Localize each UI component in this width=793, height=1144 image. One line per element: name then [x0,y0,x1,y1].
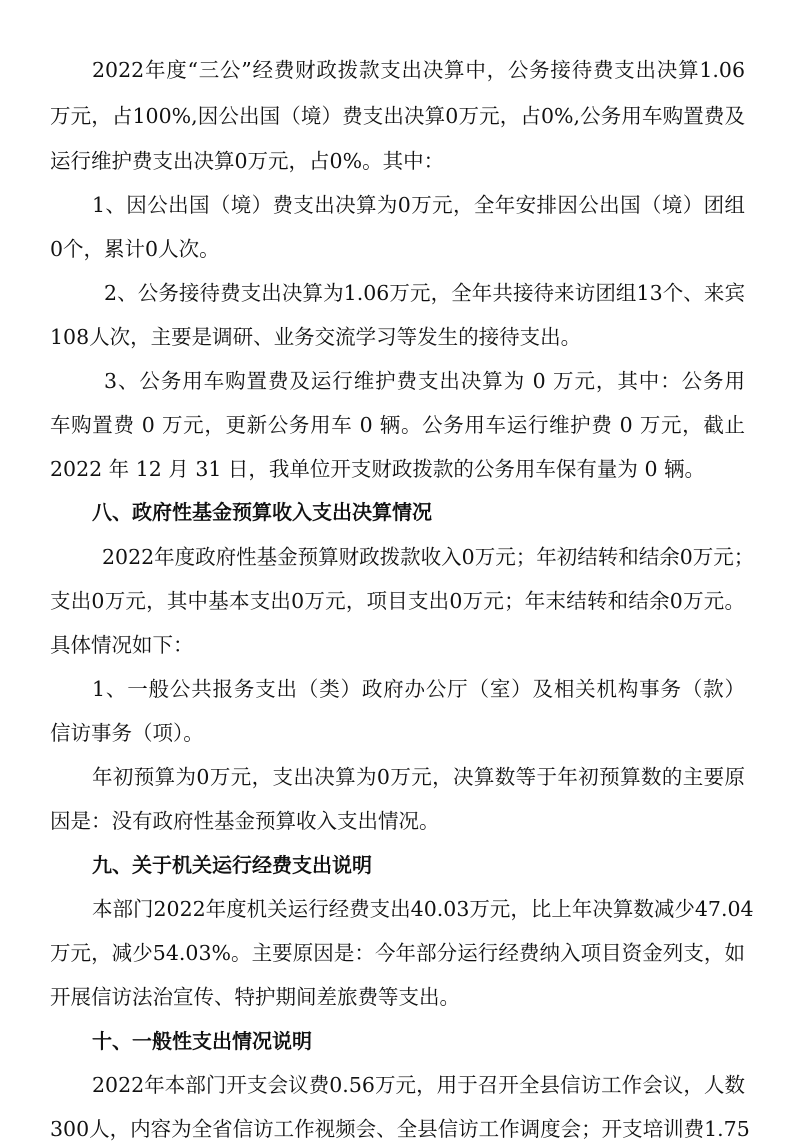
paragraph-line: 2022年度“三公”经费财政拨款支出决算中，公务接待费支出决算1.06 [92,58,745,82]
paragraph-line: 1、因公出国（境）费支出决算为0万元，全年安排因公出国（境）团组 [92,193,745,217]
section-heading: 十、一般性支出情况说明 [92,1029,312,1053]
paragraph-line: 具体情况如下： [50,633,194,657]
paragraph-line: 本部门2022年度机关运行经费支出40.03万元，比上年决算数减少47.04 [92,897,754,921]
paragraph-line: 因是：没有政府性基金预算收入支出情况。 [50,809,440,833]
paragraph-line: 2022 年 12 月 31 日，我单位开支财政拨款的公务用车保有量为 0 辆。 [50,457,705,481]
paragraph-line: 运行维护费支出决算0万元，占0%。其中： [50,149,445,173]
paragraph-line: 开展信访法治宣传、特护期间差旅费等支出。 [50,985,460,1009]
paragraph-line: 3、公务用车购置费及运行维护费支出决算为 0 万元，其中：公务用 [104,369,745,393]
paragraph-line: 信访事务（项）。 [50,721,204,745]
paragraph-line: 300人，内容为全省信访工作视频会、全县信访工作调度会；开支培训费1.75 [50,1117,750,1141]
paragraph-line: 万元，减少54.03%。主要原因是：今年部分运行经费纳入项目资金列支，如 [50,941,745,965]
paragraph-line: 0个，累计0人次。 [50,237,220,261]
paragraph-line: 万元，占100%,因公出国（境）费支出决算0万元，占0%,公务用车购置费及 [50,104,745,128]
section-heading: 八、政府性基金预算收入支出决算情况 [92,500,432,524]
paragraph-line: 支出0万元，其中基本支出0万元，项目支出0万元；年末结转和结余0万元。 [50,589,745,613]
paragraph-line: 108人次，主要是调研、业务交流学习等发生的接待支出。 [50,325,582,349]
section-heading: 九、关于机关运行经费支出说明 [92,853,372,877]
paragraph-line: 车购置费 0 万元，更新公务用车 0 辆。公务用车运行维护费 0 万元，截止 [50,413,745,437]
paragraph-line: 2、公务接待费支出决算为1.06万元，全年共接待来访团组13个、来宾 [104,281,745,305]
paragraph-line: 2022年本部门开支会议费0.56万元，用于召开全县信访工作会议，人数 [92,1073,745,1097]
paragraph-line: 1、一般公共报务支出（类）政府办公厅（室）及相关机构事务（款） [92,677,745,701]
paragraph-line: 年初预算为0万元，支出决算为0万元，决算数等于年初预算数的主要原 [92,765,745,789]
paragraph-line: 2022年度政府性基金预算财政拨款收入0万元；年初结转和结余0万元； [102,545,755,569]
